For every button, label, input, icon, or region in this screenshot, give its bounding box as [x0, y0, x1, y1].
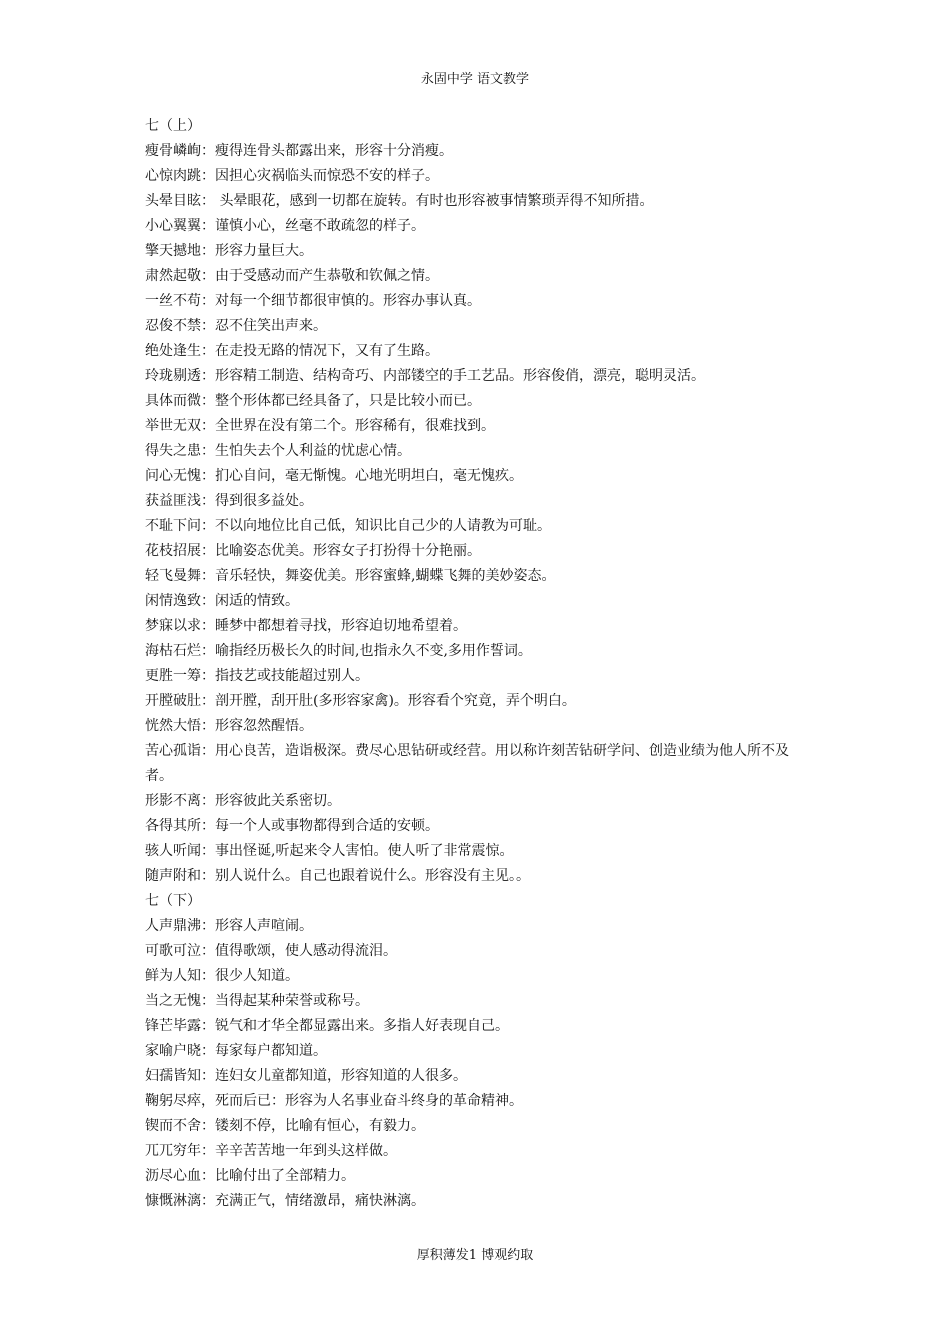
idiom-entry: 慷慨淋漓：充满正气，情绪激昂，痛快淋漓。 — [145, 1193, 425, 1209]
idiom-entry: 轻飞曼舞：音乐轻快，舞姿优美。形容蜜蜂,蝴蝶飞舞的美妙姿态。 — [145, 568, 556, 584]
idiom-entry: 骇人听闻：事出怪诞,听起来令人害怕。使人听了非常震惊。 — [145, 843, 514, 859]
idiom-entry: 得失之患：生怕失去个人利益的忧虑心情。 — [145, 443, 411, 459]
idiom-entry: 肃然起敬：由于受感动而产生恭敬和钦佩之情。 — [145, 268, 439, 284]
idiom-entry: 沥尽心血：比喻付出了全部精力。 — [145, 1168, 355, 1184]
idiom-entry: 苦心孤诣：用心良苦，造诣极深。费尽心思钻研或经营。用以称许刻苦钻研学问、创造业绩为他人所不及者。 — [145, 743, 789, 784]
section-heading: 七（下） — [145, 893, 201, 909]
idiom-entry: 锲而不舍：镂刻不停，比喻有恒心，有毅力。 — [145, 1118, 425, 1134]
idiom-entry: 鲜为人知：很少人知道。 — [145, 968, 299, 984]
idiom-entry: 妇孺皆知：连妇女儿童都知道，形容知道的人很多。 — [145, 1068, 467, 1084]
idiom-entry: 心惊肉跳：因担心灾祸临头而惊恐不安的样子。 — [145, 168, 439, 184]
idiom-entry: 可歌可泣：值得歌颂，使人感动得流泪。 — [145, 943, 397, 959]
idiom-entry: 具体而微：整个形体都已经具备了，只是比较小而已。 — [145, 393, 481, 409]
idiom-list — [145, 114, 815, 1214]
idiom-entry: 鞠躬尽瘁，死而后已：形容为人名事业奋斗终身的革命精神。 — [145, 1093, 523, 1109]
section-heading: 七（上） — [145, 118, 201, 134]
idiom-entry: 梦寐以求：睡梦中都想着寻找，形容迫切地希望着。 — [145, 618, 467, 634]
idiom-entry: 瘦骨嶙峋：瘦得连骨头都露出来，形容十分消瘦。 — [145, 143, 453, 159]
idiom-entry: 头晕目眩： 头晕眼花，感到一切都在旋转。有时也形容被事情繁琐弄得不知所措。 — [145, 193, 654, 209]
idiom-entry: 当之无愧：当得起某种荣誉或称号。 — [145, 993, 369, 1009]
idiom-entry: 恍然大悟：形容忽然醒悟。 — [145, 718, 313, 734]
idiom-entry: 小心翼翼：谨慎小心，丝毫不敢疏忽的样子。 — [145, 218, 425, 234]
idiom-entry: 家喻户晓：每家每户都知道。 — [145, 1043, 327, 1059]
idiom-entry: 各得其所：每一个人或事物都得到合适的安顿。 — [145, 818, 439, 834]
idiom-entry: 锋芒毕露：锐气和才华全都显露出来。多指人好表现自己。 — [145, 1018, 509, 1034]
idiom-entry: 随声附和：别人说什么。自己也跟着说什么。形容没有主见。。 — [145, 868, 530, 884]
idiom-entry: 一丝不苟：对每一个细节都很审慎的。形容办事认真。 — [145, 293, 481, 309]
idiom-entry: 花枝招展：比喻姿态优美。形容女子打扮得十分艳丽。 — [145, 543, 481, 559]
idiom-entry: 擎天撼地：形容力量巨大。 — [145, 243, 313, 259]
idiom-entry: 海枯石烂：喻指经历极长久的时间,也指永久不变,多用作誓词。 — [145, 643, 532, 659]
idiom-entry: 兀兀穷年：辛辛苦苦地一年到头这样做。 — [145, 1143, 397, 1159]
idiom-entry: 举世无双：全世界在没有第二个。形容稀有，很难找到。 — [145, 418, 495, 434]
idiom-entry: 不耻下问：不以向地位比自己低，知识比自己少的人请教为可耻。 — [145, 518, 551, 534]
idiom-entry: 获益匪浅：得到很多益处。 — [145, 493, 313, 509]
idiom-entry: 玲珑剔透：形容精工制造、结构奇巧、内部镂空的手工艺品。形容俊俏，漂亮，聪明灵活。 — [145, 368, 705, 384]
idiom-entry: 忍俊不禁：忍不住笑出声来。 — [145, 318, 327, 334]
page-footer: 厚积薄发1 博观约取 — [416, 1248, 534, 1263]
page-header: 永固中学 语文教学 — [420, 72, 530, 87]
idiom-entry: 人声鼎沸：形容人声喧闹。 — [145, 918, 313, 934]
idiom-entry: 绝处逢生：在走投无路的情况下，又有了生路。 — [145, 343, 439, 359]
idiom-entry: 更胜一筹：指技艺或技能超过别人。 — [145, 668, 369, 684]
idiom-entry: 开膛破肚：剖开膛，刮开肚(多形容家禽)。形容看个究竟，弄个明白。 — [145, 693, 576, 709]
idiom-entry: 闲情逸致：闲适的情致。 — [145, 593, 299, 609]
idiom-entry: 问心无愧：扪心自问，毫无惭愧。心地光明坦白，毫无愧疚。 — [145, 468, 523, 484]
idiom-entry: 形影不离：形容彼此关系密切。 — [145, 793, 341, 809]
